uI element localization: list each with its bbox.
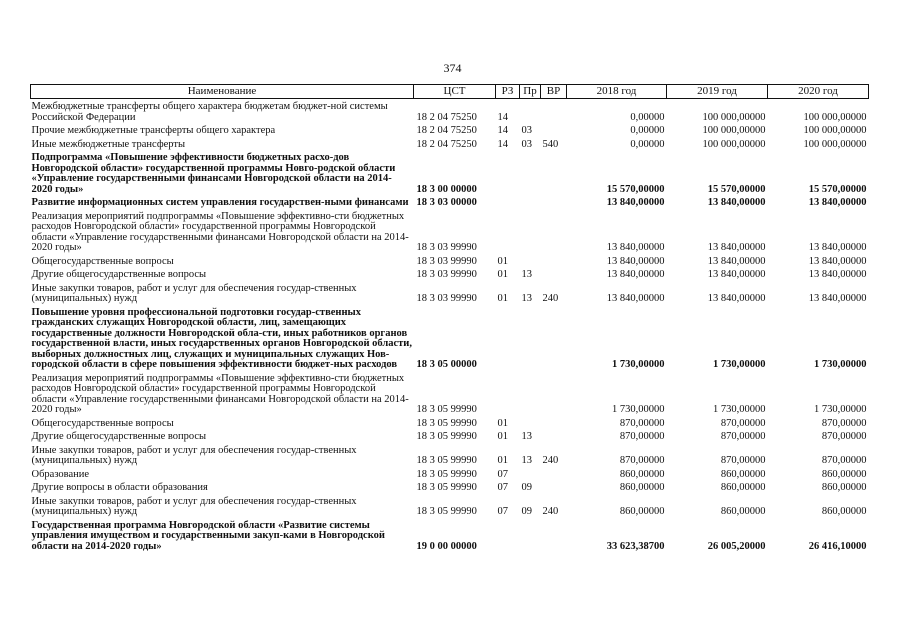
table-row [31,123,869,137]
cell-name: Другие вопросы в области образования [31,482,208,493]
cell-2020: 870,00000 [821,455,867,466]
cell-pr [520,209,541,254]
header-name: Наименование [31,85,414,99]
cell-2020: 100 000,00000 [803,138,867,150]
cell-2019: 870,00000 [720,417,766,429]
cell-2018: 0,00000 [630,125,665,136]
cell-2020: 870,00000 [821,417,867,429]
cell-2020: 860,00000 [821,482,867,493]
header-2018: 2018 год [567,85,667,99]
table-header-row [31,85,869,99]
cell-cst: 18 2 04 75250 [416,125,477,136]
cell-2019: 860,00000 [720,506,766,517]
cell-cst: 18 3 05 99990 [416,506,477,517]
cell-cst: 18 3 03 99990 [416,255,477,267]
header-pr: Пр [520,85,541,99]
cell-2020: 13 840,00000 [808,269,867,280]
cell-2018: 13 840,00000 [606,242,665,253]
cell-2019: 13 840,00000 [707,255,766,267]
cell-pr: 09 [521,506,532,517]
cell-name: Другие общегосударственные вопросы [31,269,207,280]
cell-vr: 540 [542,138,559,150]
cell-2018: 15 570,00000 [606,183,665,195]
cell-name: Прочие межбюджетные трансферты общего характера [31,125,276,136]
cell-2018: 13 840,00000 [606,197,665,208]
cell-vr [541,254,567,268]
table-row [31,195,869,209]
cell-pr [520,518,541,553]
cell-cst: 18 3 05 99990 [416,455,477,466]
cell-2018: 13 840,00000 [606,269,665,280]
header-vr: ВР [541,85,567,99]
cell-cst: 18 3 05 99990 [416,468,477,480]
cell-cst: 18 2 04 75250 [416,138,477,150]
page-number: 374 [443,61,462,75]
cell-rz [496,371,520,416]
cell-2019: 26 005,20000 [707,540,766,552]
cell-cst: 18 3 03 00000 [416,197,477,208]
cell-vr [541,305,567,371]
cell-pr: 13 [521,293,532,304]
cell-2020: 13 840,00000 [808,197,867,208]
cell-2018: 33 623,38700 [606,540,665,552]
cell-cst: 18 3 03 99990 [416,269,477,280]
cell-2018: 13 840,00000 [606,293,665,304]
cell-rz: 01 [497,293,508,304]
cell-rz: 01 [497,431,508,442]
table-body [31,99,869,553]
cell-rz: 07 [497,506,508,517]
table-row [31,480,869,494]
cell-name: Повышение уровня профессиональной подготовки государ-ственных гражданских служащих Новгородской области, лиц, замещающих государственные должности Новгородской обла-сти, иных работников органов государственной власти, иных государственных органов Новгородской области, выборных должностных лиц, служащих и муниципальных служащих Нов-городской области в сфере повышения эффективности бюджет-ных расходов [31,306,412,370]
cell-2020: 13 840,00000 [808,293,867,304]
cell-rz [496,518,520,553]
cell-2019: 870,00000 [720,455,766,466]
cell-rz: 01 [497,417,508,429]
cell-pr: 13 [521,269,532,280]
cell-vr [541,123,567,137]
cell-2020: 860,00000 [821,506,867,517]
cell-name: Развитие информационных систем управления государствен-ными финансами [31,197,409,208]
header-rz: РЗ [496,85,520,99]
cell-cst: 18 3 05 99990 [416,431,477,442]
cell-2018: 860,00000 [619,506,665,517]
cell-2019: 13 840,00000 [707,242,766,253]
cell-2020: 870,00000 [821,431,867,442]
cell-pr [520,371,541,416]
table-row [31,267,869,281]
cell-pr [520,99,541,124]
table-row [31,416,869,430]
table-row [31,371,869,416]
cell-cst: 19 0 00 00000 [416,540,477,552]
cell-2018: 870,00000 [619,431,665,442]
cell-rz: 14 [497,125,508,136]
cell-vr: 240 [542,293,559,304]
cell-2019: 870,00000 [720,431,766,442]
cell-2019: 100 000,00000 [702,111,766,123]
cell-2018: 0,00000 [630,111,665,123]
cell-name: Реализация мероприятий подпрограммы «Повышение эффективно-сти бюджетных расходов Новгородской области» государственной программы Новгородской области «Управление государственными финансами Новгородской области на 2014-2020 годы» [31,210,409,253]
table-row [31,429,869,443]
table-row [31,137,869,151]
cell-vr: 240 [542,455,559,466]
cell-2019: 1 730,00000 [713,359,766,370]
cell-2019: 13 840,00000 [707,293,766,304]
cell-vr [541,518,567,553]
cell-2019: 13 840,00000 [707,269,766,280]
cell-name: Иные закупки товаров, работ и услуг для обеспечения государ-ственных (муниципальных) нужд [31,444,357,466]
cell-cst: 18 3 03 99990 [416,242,477,253]
cell-cst: 18 3 05 99990 [416,404,477,415]
cell-2019: 1 730,00000 [713,404,766,415]
cell-name: Реализация мероприятий подпрограммы «Повышение эффективно-сти бюджетных расходов Новгородской области» государственной программы Новгородской области «Управление государственными финансами Новгородской области на 2014-2020 годы» [31,372,409,415]
header-2019: 2019 год [667,85,768,99]
header-cst: ЦСТ [414,85,496,99]
cell-rz: 07 [497,468,508,480]
cell-2018: 1 730,00000 [612,359,665,370]
cell-2018: 870,00000 [619,417,665,429]
table-row [31,209,869,254]
cell-rz: 01 [497,455,508,466]
cell-cst: 18 3 05 99990 [416,482,477,493]
cell-2020: 13 840,00000 [808,242,867,253]
cell-2020: 26 416,10000 [808,540,867,552]
table-row [31,467,869,481]
cell-pr: 13 [521,455,532,466]
cell-name: Иные закупки товаров, работ и услуг для обеспечения государ-ственных (муниципальных) нужд [31,495,357,517]
cell-pr [520,416,541,430]
cell-vr [541,150,567,195]
cell-pr: 09 [521,482,532,493]
cell-rz: 14 [497,138,508,150]
cell-vr [541,209,567,254]
cell-cst: 18 3 00 00000 [416,183,477,195]
cell-pr [520,195,541,209]
cell-rz: 01 [497,269,508,280]
cell-vr [541,99,567,124]
cell-2019: 100 000,00000 [702,138,766,150]
cell-pr: 13 [521,431,532,442]
cell-2019: 13 840,00000 [707,197,766,208]
table-row [31,150,869,195]
cell-vr [541,195,567,209]
header-2020: 2020 год [768,85,869,99]
cell-pr [520,150,541,195]
cell-pr [520,254,541,268]
cell-name: Образование [31,468,90,480]
cell-2019: 100 000,00000 [702,125,766,136]
cell-2019: 860,00000 [720,482,766,493]
cell-cst: 18 3 05 00000 [416,359,477,370]
cell-name: Подпрограмма «Повышение эффективности бюджетных расхо-дов Новгородской области» государственной программы Новго-родской области «Управление государственными финансами Новгородской области на 2014-2020 годы» [31,152,396,195]
cell-cst: 18 3 05 99990 [416,417,477,429]
cell-2020: 1 730,00000 [814,359,867,370]
cell-2020: 100 000,00000 [803,111,867,123]
cell-vr [541,429,567,443]
cell-name: Иные закупки товаров, работ и услуг для обеспечения государ-ственных (муниципальных) нужд [31,282,357,304]
cell-2018: 860,00000 [619,468,665,480]
cell-2020: 100 000,00000 [803,125,867,136]
cell-pr: 03 [521,125,532,136]
cell-2020: 15 570,00000 [808,183,867,195]
cell-2018: 13 840,00000 [606,255,665,267]
cell-2020: 1 730,00000 [814,404,867,415]
budget-table [30,84,869,552]
table-row [31,281,869,305]
table-row [31,99,869,124]
cell-name: Иные межбюджетные трансферты [31,138,186,150]
cell-vr [541,467,567,481]
cell-vr [541,371,567,416]
cell-vr [541,480,567,494]
cell-2019: 860,00000 [720,468,766,480]
cell-cst: 18 2 04 75250 [416,111,477,123]
cell-2018: 870,00000 [619,455,665,466]
cell-cst: 18 3 03 99990 [416,293,477,304]
cell-2018: 860,00000 [619,482,665,493]
cell-name: Общегосударственные вопросы [31,255,174,267]
cell-2018: 0,00000 [630,138,665,150]
cell-name: Общегосударственные вопросы [31,417,174,429]
cell-rz: 14 [497,111,508,123]
cell-pr [520,305,541,371]
table-row [31,305,869,371]
cell-rz [496,209,520,254]
cell-2020: 13 840,00000 [808,255,867,267]
table-row [31,254,869,268]
cell-2019: 15 570,00000 [707,183,766,195]
cell-pr [520,467,541,481]
cell-vr [541,416,567,430]
cell-rz [496,195,520,209]
table-row [31,518,869,553]
cell-rz: 07 [497,482,508,493]
cell-2018: 1 730,00000 [612,404,665,415]
table-row [31,494,869,518]
cell-rz: 01 [497,255,508,267]
cell-rz [496,305,520,371]
cell-name: Другие общегосударственные вопросы [31,431,207,442]
table-row [31,443,869,467]
cell-vr [541,267,567,281]
cell-name: Государственная программа Новгородской области «Развитие системы управления имуществом и государственными закуп-ками в Новгородской области на 2014-2020 годы» [31,519,385,552]
cell-rz [496,150,520,195]
cell-2020: 860,00000 [821,468,867,480]
cell-name: Межбюджетные трансферты общего характера бюджетам бюджет-ной системы Российской Федерации [31,101,388,123]
cell-pr: 03 [521,138,532,150]
cell-vr: 240 [542,506,559,517]
